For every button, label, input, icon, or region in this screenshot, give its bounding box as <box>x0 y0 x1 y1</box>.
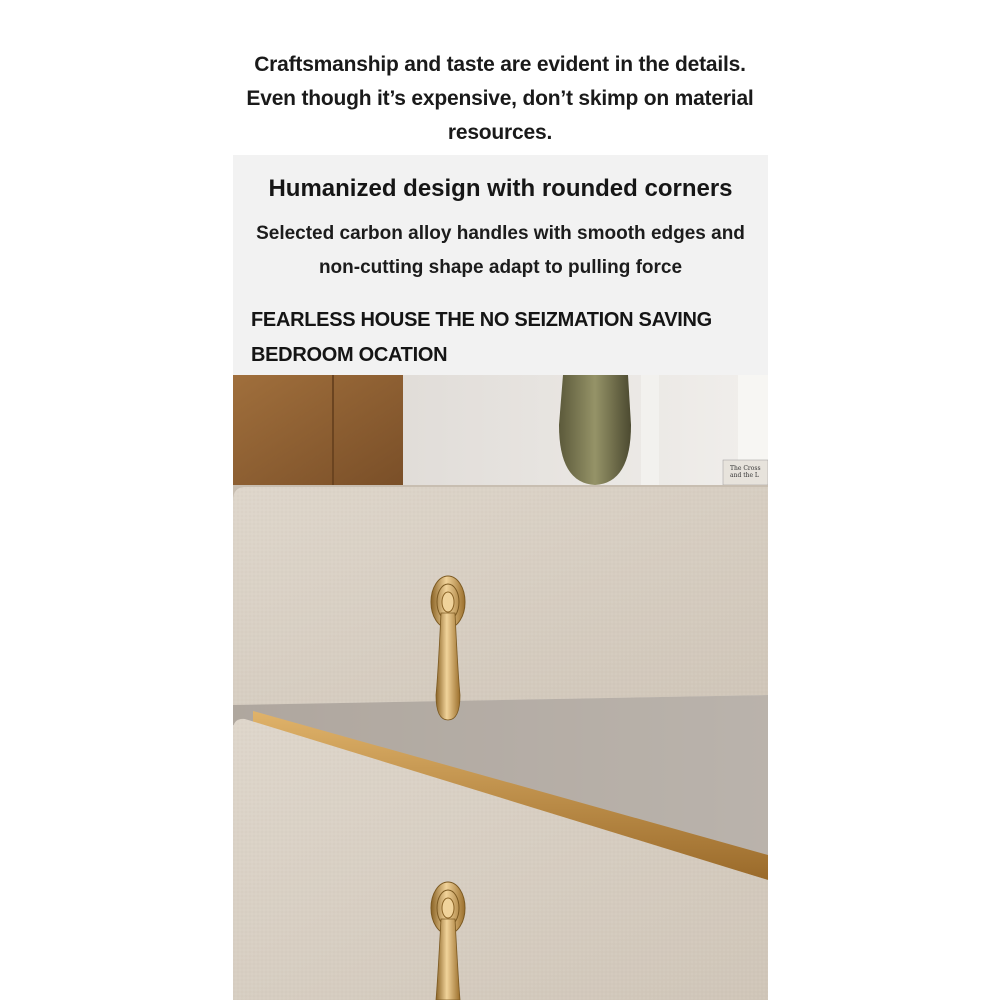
intro-text-block <box>240 48 760 150</box>
glass-vase <box>559 375 631 485</box>
intro-line-3: resources. <box>447 121 553 144</box>
feature-subtitle-line-2: non-cutting shape adapt to pulling force <box>318 257 683 278</box>
intro-line-1: Craftsmanship and taste are evident in the details. <box>254 53 746 76</box>
nightstand-illustration <box>233 375 768 1000</box>
book-text-line-2: and the L <box>730 472 759 479</box>
nightstand-photo <box>233 375 768 1000</box>
feature-panel <box>233 155 768 1000</box>
feature-caption <box>251 303 751 373</box>
feature-subtitle-line-1: Selected carbon alloy handles with smooth edges and <box>256 223 745 244</box>
feature-caption-line-1: FEARLESS HOUSE THE NO SEIZMATION SAVING <box>251 309 712 331</box>
intro-line-2: Even though it’s expensive, don’t skimp on material <box>246 87 754 110</box>
feature-caption-line-2: BEDROOM OCATION <box>251 344 448 366</box>
feature-subtitle <box>233 217 768 285</box>
book-text-line-1: The Cross <box>730 465 761 472</box>
feature-title: Humanized design with rounded corners <box>268 175 733 202</box>
headboard <box>233 375 403 485</box>
